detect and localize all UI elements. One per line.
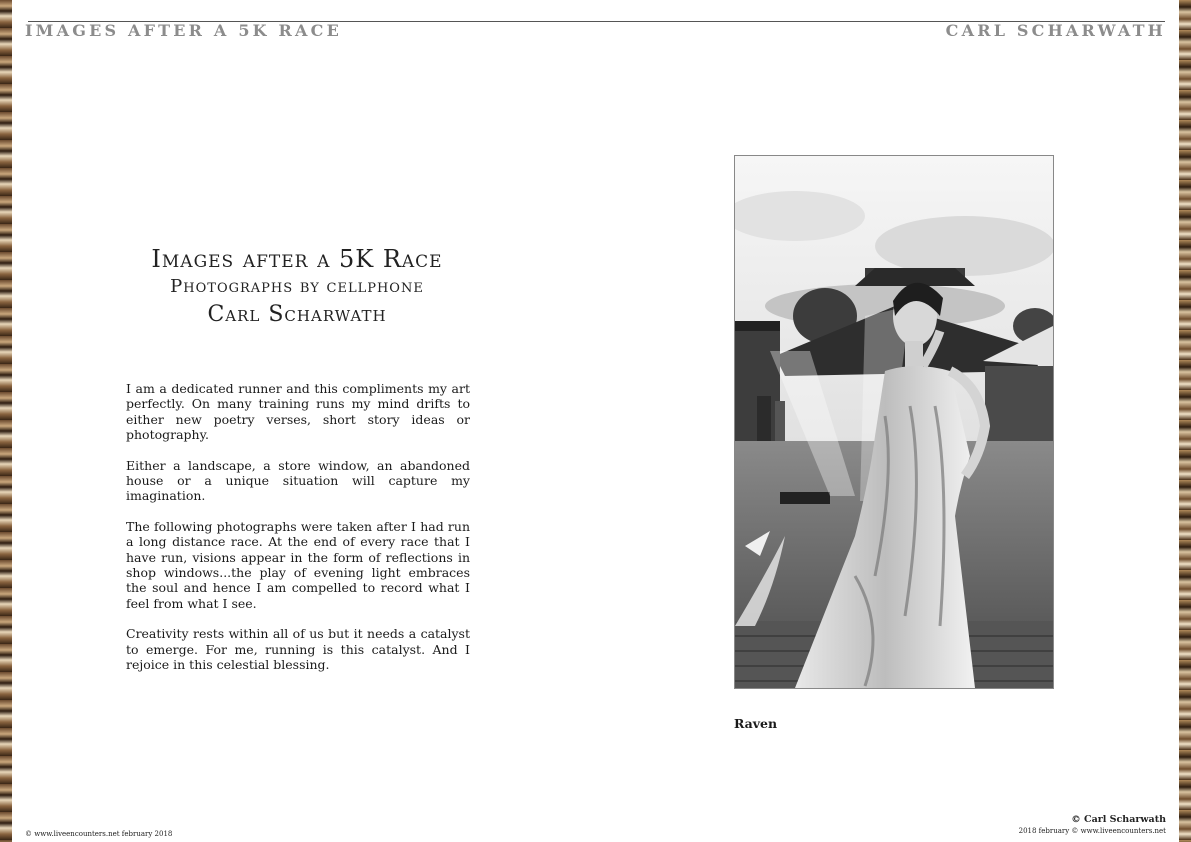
title-block <box>72 244 522 330</box>
photo-raven <box>734 155 1054 689</box>
left-fur-border <box>0 0 12 842</box>
photo-illustration <box>735 156 1053 688</box>
paragraph: The following photographs were taken after I had run a long distance race. At the end of every race that I have run, visions appear in the form of reflections in shop windows...the play of evening light embraces the soul and hence I am compelled to record what I feel from what I see. <box>126 518 470 611</box>
photo-caption: Raven <box>734 716 778 731</box>
right-fur-border <box>1179 0 1191 842</box>
footer-copyright: © Carl Scharwath <box>1071 814 1166 825</box>
intro-text <box>126 381 470 688</box>
article-title: Images after a 5K Race <box>151 245 443 273</box>
footer-right <box>1019 814 1166 835</box>
paragraph: Either a landscape, a store window, an abandoned house or a unique situation will capture my imagination. <box>126 457 470 504</box>
running-head-right: CARL SCHARWATH <box>945 21 1166 40</box>
footer-site: 2018 february © www.liveencounters.net <box>1018 827 1166 835</box>
article-author: Carl Scharwath <box>207 302 387 327</box>
article-subtitle: Photographs by cellphone <box>170 276 424 297</box>
running-head-left: IMAGES AFTER A 5K RACE <box>25 21 342 40</box>
paragraph: I am a dedicated runner and this compliments my art perfectly. On many training runs my mind drifts to either new poetry verses, short story ideas or photography. <box>126 381 470 443</box>
page <box>12 0 1179 842</box>
footer-left: © www.liveencounters.net february 2018 <box>25 830 173 838</box>
paragraph: Creativity rests within all of us but it needs a catalyst to emerge. For me, running is this catalyst. And I rejoice in this celestial blessing. <box>126 626 470 673</box>
